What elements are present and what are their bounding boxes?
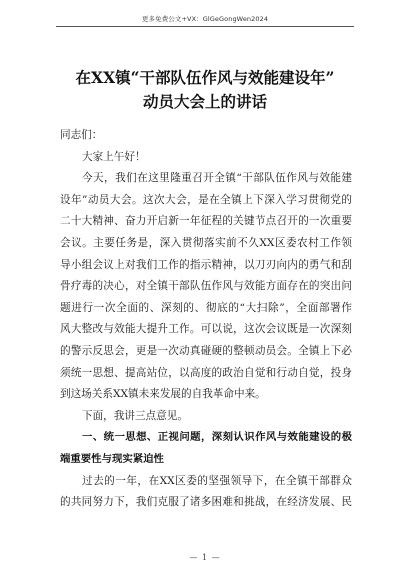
section-1-heading-line: 端重要性与现实紧迫性: [60, 453, 164, 465]
paragraph-2-line: 的共同努力下，我们克服了诸多困难和挑战，在经济发展、民: [60, 496, 352, 509]
salutation: 同志们：: [60, 129, 103, 141]
paragraph-1-line: 设年”动员大会。这次大会，是在全镇上下深入学习贯彻党的: [60, 193, 352, 206]
paragraph-1-line: 须统一思想、提高站位，以高度的政治自觉和行动自觉，投身: [60, 366, 352, 379]
paragraph-1-line: 会议。主要任务是，深入贯彻落实前不久XX区委农村工作领: [60, 237, 352, 249]
paragraph-1-line: 题进行一次全面的、深刻的、彻底的“大扫除”，全面部署作: [60, 301, 352, 314]
intro-points: 下面，我讲三点意见。: [82, 409, 188, 422]
paragraph-1-line: 到这场关系XX镇未来发展的自我革命中来。: [60, 388, 266, 401]
paragraph-1-line: 导小组会议上对我们工作的指示精神，以刀刃向内的勇气和刮: [60, 258, 352, 271]
paragraph-1-line: 骨疗毒的决心，对全镇干部队伍作风与效能方面存在的突出问: [60, 280, 352, 293]
paragraph-1-line: 二十大精神、奋力开启新一年征程的关键节点召开的一次重要: [60, 215, 352, 228]
section-1-heading-line: 一、统一思想、正视问题，深刻认识作风与效能建设的极: [82, 431, 352, 444]
paragraph-1-line: 风大整改与效能大提升工作。可以说，这次会议既是一次深刻: [60, 323, 352, 336]
document-title-line-1: 在XX镇“干部队伍作风与效能建设年”: [75, 68, 335, 87]
header-divider: [56, 26, 354, 27]
document-title-line-2: 动员大会上的讲话: [142, 92, 267, 111]
paragraph-2-line: 过去的一年，在XX区委的坚强领导下，在全镇干部群众: [82, 474, 352, 487]
page-number: — 1 —: [189, 553, 221, 562]
header-note: 更多免费公文+VX：GlGeGongWen2024: [141, 15, 269, 23]
paragraph-1-line: 的警示反思会，更是一次动真碰硬的整顿动员会。全镇上下必: [60, 345, 352, 357]
paragraph-1-line: 今天，我们在这里隆重召开全镇“干部队伍作风与效能建: [82, 172, 352, 185]
greeting: 大家上午好！: [82, 150, 146, 163]
